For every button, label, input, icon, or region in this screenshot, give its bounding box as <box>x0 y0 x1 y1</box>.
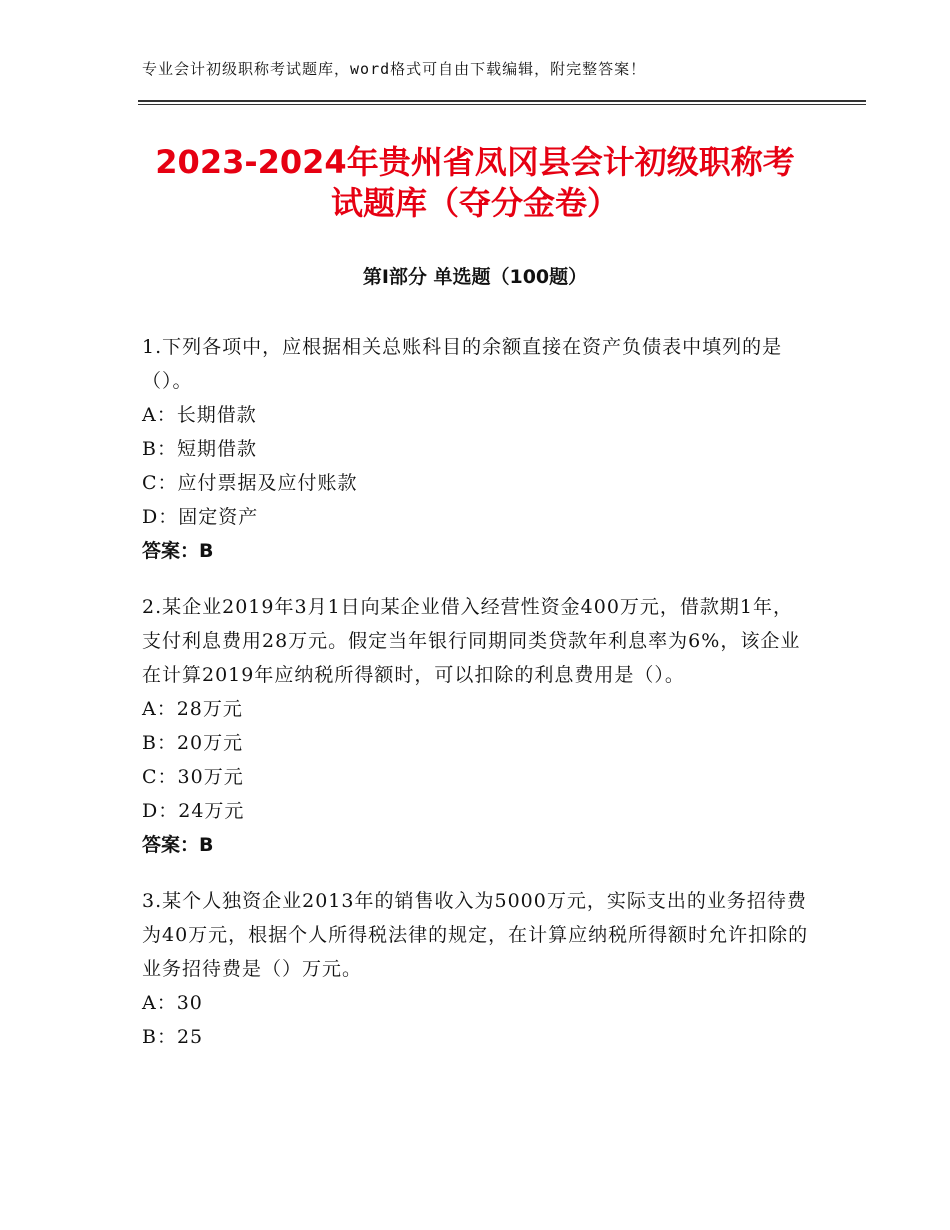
option-b: B：20万元 <box>142 732 244 754</box>
document-title <box>100 142 850 224</box>
header-rule-thin <box>138 104 866 105</box>
option-c: C：30万元 <box>142 766 244 788</box>
option-b: B：25 <box>142 1026 204 1048</box>
question-3 <box>142 884 812 1054</box>
option-a: A：30 <box>142 992 203 1014</box>
option-d: D：固定资产 <box>142 506 259 528</box>
option-d: D：24万元 <box>142 800 245 822</box>
answer: 答案：B <box>142 834 214 856</box>
question-stem: 1.下列各项中，应根据相关总账科目的余额直接在资产负债表中填列的是（）。 <box>142 336 783 392</box>
question-list <box>142 330 812 1076</box>
answer: 答案：B <box>142 540 214 562</box>
section-title: 第Ⅰ部分 单选题（100题） <box>362 266 588 288</box>
option-c: C：应付票据及应付账款 <box>142 472 358 494</box>
question-2 <box>142 590 812 862</box>
question-stem: 3.某个人独资企业2013年的销售收入为5000万元，实际支出的业务招待费为40万元，根据个人所得税法律的规定，在计算应纳税所得额时允许扣除的业务招待费是（）万元。 <box>142 890 809 980</box>
title-line-1: 2023-2024年贵州省凤冈县会计初级职称考 <box>155 143 795 181</box>
option-a: A：长期借款 <box>142 404 257 426</box>
option-b: B：短期借款 <box>142 438 257 460</box>
option-a: A：28万元 <box>142 698 243 720</box>
title-line-2: 试题库（夺分金卷） <box>330 184 619 222</box>
header-rule-thick <box>138 100 866 102</box>
question-stem: 2.某企业2019年3月1日向某企业借入经营性资金400万元，借款期1年，支付利息费用28万元。假定当年银行同期同类贷款年利息率为6%，该企业在计算2019年应纳税所得额时，可以扣除的利息费用是（）。 <box>142 596 801 686</box>
question-1 <box>142 330 812 568</box>
header-note: 专业会计初级职称考试题库，word格式可自由下载编辑，附完整答案！ <box>142 60 647 78</box>
